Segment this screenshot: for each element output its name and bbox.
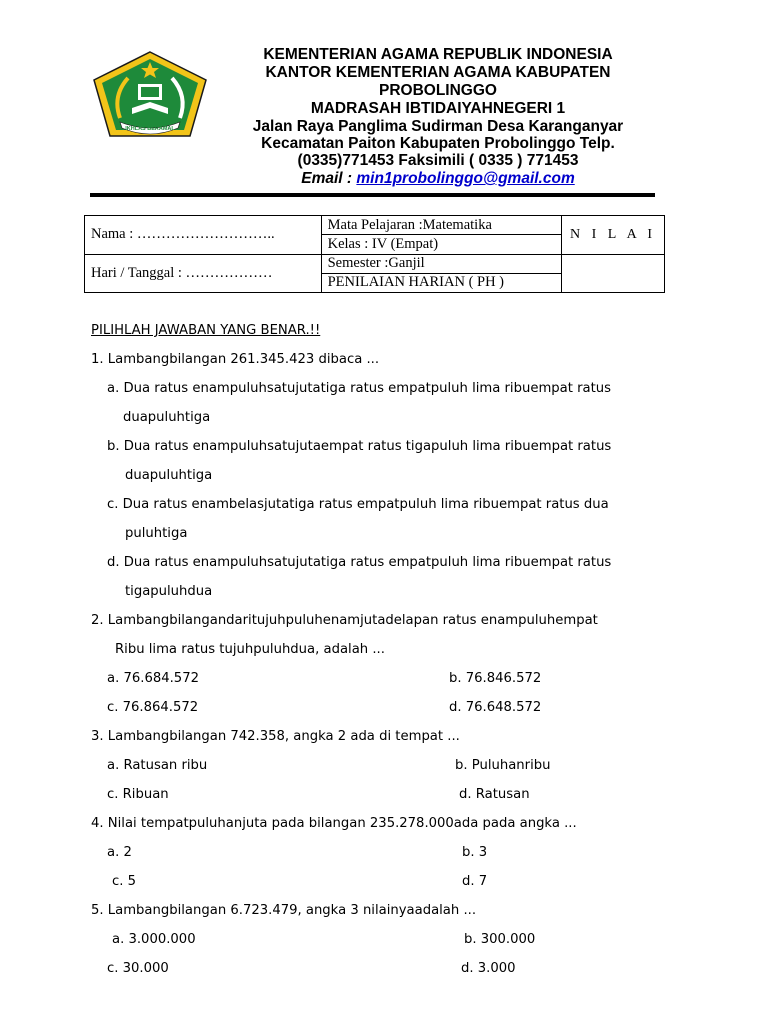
q1-option-a-cont: duapuluhtiga bbox=[123, 410, 211, 425]
q4-option-a: a. 2 bbox=[107, 845, 132, 860]
q1-option-a: a. Dua ratus enampuluhsatujutatiga ratus empatpuluh lima ribuempat ratus bbox=[107, 381, 612, 396]
score-header: N I L A I bbox=[562, 216, 665, 255]
instruction: PILIHLAH JAWABAN YANG BENAR.!! bbox=[91, 323, 321, 338]
subject-field: Mata Pelajaran :Matematika bbox=[321, 216, 562, 235]
letterhead-address-1: Jalan Raya Panglima Sudirman Desa Karanganyar bbox=[252, 118, 624, 135]
email-label: Email : bbox=[301, 170, 357, 187]
q2-option-a: a. 76.684.572 bbox=[107, 671, 199, 686]
question-2-cont: Ribu lima ratus tujuhpuluhdua, adalah ... bbox=[115, 642, 385, 657]
letterhead-email bbox=[218, 170, 658, 188]
kemenag-emblem-icon bbox=[90, 50, 210, 138]
question-1: 1. Lambangbilangan 261.345.423 dibaca ... bbox=[91, 352, 380, 367]
q5-option-c: c. 30.000 bbox=[107, 961, 169, 976]
student-info-table bbox=[84, 215, 665, 293]
letterhead-line-1: KEMENTERIAN AGAMA REPUBLIK INDONESIA bbox=[263, 46, 613, 63]
kemenag-logo bbox=[90, 50, 210, 138]
q1-option-c-cont: puluhtiga bbox=[125, 526, 188, 541]
q5-option-a: a. 3.000.000 bbox=[112, 932, 196, 947]
assessment-type-field: PENILAIAN HARIAN ( PH ) bbox=[321, 273, 562, 292]
letterhead-line-3: PROBOLINGGO bbox=[379, 82, 497, 99]
q4-option-c: c. 5 bbox=[112, 874, 137, 889]
letterhead-phone: (0335)771453 Faksimili ( 0335 ) 771453 bbox=[297, 152, 579, 169]
q1-option-d-cont: tigapuluhdua bbox=[125, 584, 213, 599]
q2-option-c: c. 76.864.572 bbox=[107, 700, 199, 715]
q4-option-d: d. 7 bbox=[462, 874, 488, 889]
letterhead-address-2: Kecamatan Paiton Kabupaten Probolinggo Telp. bbox=[261, 135, 615, 152]
question-2: 2. Lambangbilangandaritujuhpuluhenamjutadelapan ratus enampuluhempat bbox=[91, 613, 598, 628]
question-4: 4. Nilai tempatpuluhanjuta pada bilangan 235.278.000ada pada angka ... bbox=[91, 816, 577, 831]
letterhead-line-4: MADRASAH IBTIDAIYAHNEGERI 1 bbox=[310, 100, 566, 117]
q1-option-b-cont: duapuluhtiga bbox=[125, 468, 213, 483]
name-field: Nama : ……………………….. bbox=[85, 216, 322, 255]
q5-option-b: b. 300.000 bbox=[464, 932, 536, 947]
q5-option-d: d. 3.000 bbox=[461, 961, 516, 976]
q2-option-b: b. 76.846.572 bbox=[449, 671, 542, 686]
letterhead-line-2: KANTOR KEMENTERIAN AGAMA KABUPATEN bbox=[265, 64, 611, 81]
q3-option-a: a. Ratusan ribu bbox=[107, 758, 208, 773]
q1-option-c: c. Dua ratus enambelasjutatiga ratus empatpuluh lima ribuempat ratus dua bbox=[107, 497, 609, 512]
q3-option-d: d. Ratusan bbox=[459, 787, 530, 802]
letterhead-divider bbox=[90, 193, 655, 197]
q3-option-b: b. Puluhanribu bbox=[455, 758, 551, 773]
email-link[interactable]: min1probolinggo@gmail.com bbox=[356, 170, 575, 187]
class-field: Kelas : IV (Empat) bbox=[321, 235, 562, 254]
q1-option-b: b. Dua ratus enampuluhsatujutaempat ratus tigapuluh lima ribuempat ratus bbox=[107, 439, 612, 454]
semester-field: Semester :Ganjil bbox=[321, 254, 562, 273]
logo-ribbon-text: IKHLAS BERAMAL bbox=[125, 126, 175, 132]
q2-option-d: d. 76.648.572 bbox=[449, 700, 542, 715]
q1-option-d: d. Dua ratus enampuluhsatujutatiga ratus empatpuluh lima ribuempat ratus bbox=[107, 555, 612, 570]
date-field: Hari / Tanggal : ……………… bbox=[85, 254, 322, 293]
question-3: 3. Lambangbilangan 742.358, angka 2 ada di tempat ... bbox=[91, 729, 460, 744]
q3-option-c: c. Ribuan bbox=[107, 787, 169, 802]
q4-option-b: b. 3 bbox=[462, 845, 488, 860]
score-box bbox=[562, 254, 665, 293]
question-5: 5. Lambangbilangan 6.723.479, angka 3 nilainyaadalah ... bbox=[91, 903, 477, 918]
